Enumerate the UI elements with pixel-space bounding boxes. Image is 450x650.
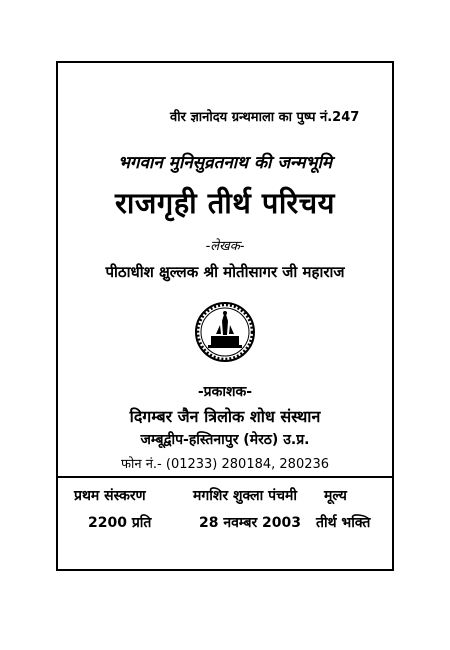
date-label: मगशिर शुक्ला पंचमी — [193, 488, 297, 504]
author-name: पीठाधीश क्षुल्लक श्री मोतीसागर जी महाराज — [105, 263, 345, 281]
price-value: तीर्थ भक्ति — [316, 515, 371, 531]
subtitle: भगवान मुनिसुव्रतनाथ की जन्मभूमि — [117, 153, 333, 173]
author-label: -लेखक- — [205, 239, 245, 254]
divider — [56, 476, 394, 478]
publisher-address: जम्बूद्वीप-हस्तिनापुर (मेरठ) उ.प्र. — [140, 432, 310, 448]
date-value: 28 नवम्बर 2003 — [199, 515, 302, 531]
edition-label: प्रथम संस्करण — [74, 488, 146, 504]
publisher-label: -प्रकाशक- — [197, 384, 253, 400]
price-label: मूल्य — [324, 488, 347, 504]
publisher-name: दिगम्बर जैन त्रिलोक शोध संस्थान — [129, 407, 321, 426]
edition-copies: 2200 प्रति — [88, 515, 152, 531]
series-line: वीर ज्ञानोदय ग्रन्थमाला का पुष्प नं.247 — [170, 110, 360, 125]
page-title: राजगृही तीर्थ परिचय — [115, 186, 335, 220]
publisher-phone: फोन नं.- (01233) 280184, 280236 — [120, 457, 330, 472]
institution-emblem-icon — [194, 301, 256, 363]
